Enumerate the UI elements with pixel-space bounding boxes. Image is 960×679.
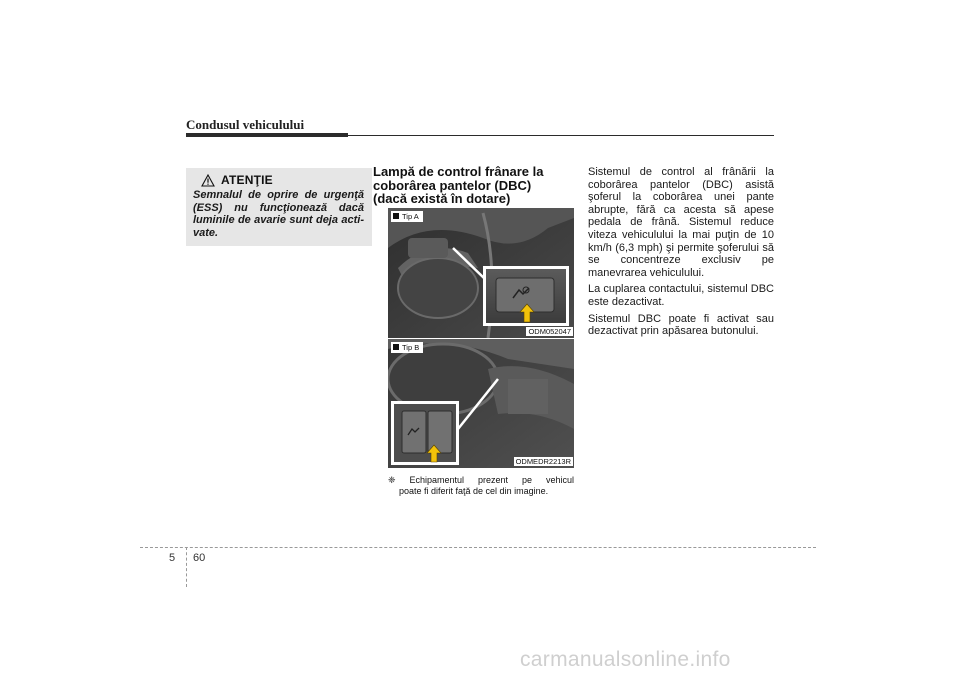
note-line: poate fi diferit faţă de cel din imagine. [399, 486, 549, 496]
caution-text: Semnalul de oprire de urgenţă (ESS) nu funcţionează dacă luminile de avarie sunt deja acti-vate. [193, 189, 364, 239]
watermark: carmanualsonline.info [520, 648, 731, 671]
section-title-line: (dacă există în dotare) [373, 191, 511, 206]
body-text [588, 166, 774, 342]
header-rule [348, 135, 774, 136]
caution-header [201, 173, 364, 187]
footer-rule [140, 547, 816, 548]
figure-type-b [388, 338, 574, 468]
caution-title: ATENŢIE [221, 173, 273, 187]
section-title-line: coborârea pantelor (DBC) [373, 177, 532, 193]
body-paragraph: La cuplarea contactului, sistemul DBC este dezactivat. [588, 283, 774, 308]
figure-b-code: ODMEDR2213R [515, 457, 571, 466]
page-number: 60 [193, 552, 206, 564]
section-title-line: Lampă de control frânare la [373, 164, 544, 179]
section-title [373, 165, 578, 206]
figure-a-tip-label: Tip A [391, 211, 423, 222]
figure-b-tip-label: Tip B [391, 342, 423, 353]
caution-box [186, 168, 372, 246]
chapter-number: 5 [169, 552, 176, 564]
header-bar [186, 133, 348, 137]
figure-a-code: ODM052047 [528, 327, 571, 336]
warning-triangle-icon [201, 174, 215, 187]
page-header-title: Condusul vehiculului [186, 117, 305, 132]
figure-a-illustration [388, 208, 574, 338]
body-paragraph: Sistemul DBC poate fi activat sau dezactivat prin apăsarea butonului. [588, 312, 774, 338]
figure-type-a [388, 208, 574, 338]
figure-note [388, 475, 574, 497]
note-line: ❈ Echipamentul prezent pe vehicul [388, 475, 574, 485]
footer-vertical-rule [186, 547, 187, 587]
figure-b-illustration [388, 339, 574, 468]
body-paragraph: Sistemul de control al frânării la coborârea pantelor (DBC) asistă şoferul la coborârea unei pante abrupte, fără ca acesta să apese pedala de frână. Sistemul reduce viteza vehiculului la mai puţin de 10 km/h (6,3 mph) şi permite şoferului să se concentreze exclusiv pe manevrarea vehiculului. [588, 166, 774, 279]
